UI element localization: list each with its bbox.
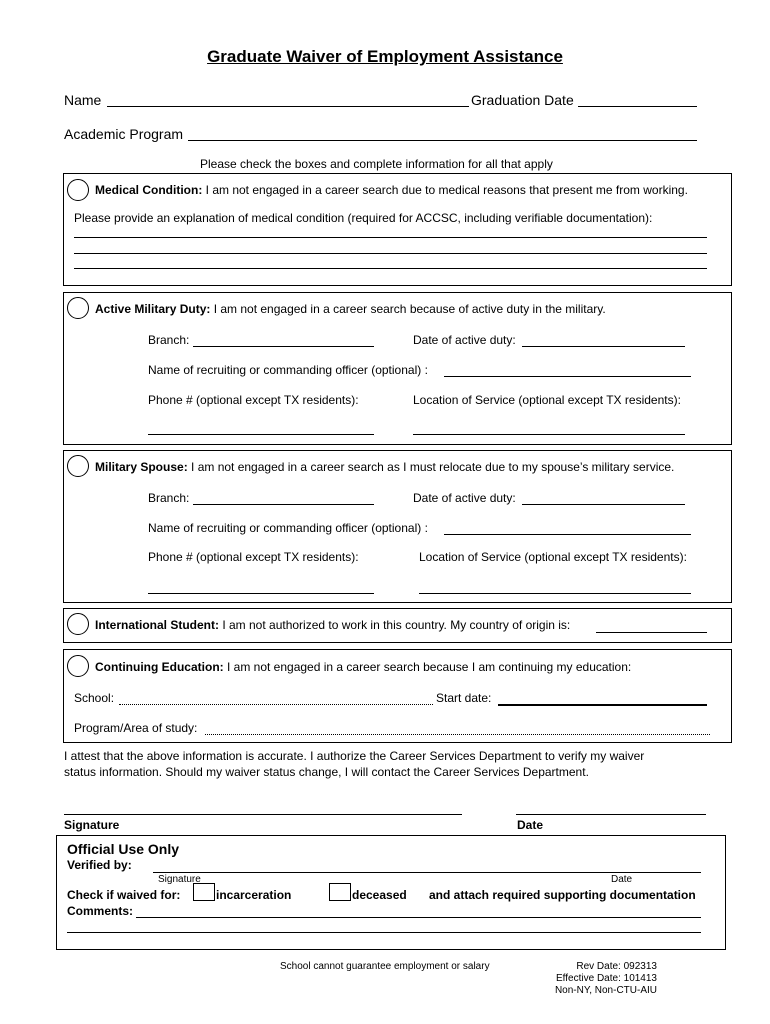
incarceration-checkbox[interactable] <box>193 883 215 901</box>
spouse-location-label: Location of Service (optional except TX residents): <box>419 550 687 564</box>
military-checkbox[interactable] <box>67 297 89 319</box>
military-location-field[interactable] <box>413 434 685 435</box>
military-statement: Active Military Duty: I am not engaged in a career search because of active duty in the military. <box>95 302 606 316</box>
spouse-date-label: Date of active duty: <box>413 491 516 505</box>
military-date-label: Date of active duty: <box>413 333 516 347</box>
military-phone-label: Phone # (optional except TX residents): <box>148 393 359 407</box>
military-officer-field[interactable] <box>444 376 691 377</box>
official-heading: Official Use Only <box>67 841 180 857</box>
verified-by-field[interactable] <box>153 872 701 873</box>
official-signature-label: Signature <box>158 874 201 885</box>
comments-field-1[interactable] <box>136 917 701 918</box>
country-of-origin-field[interactable] <box>596 632 707 633</box>
military-location-label: Location of Service (optional except TX residents): <box>413 393 681 407</box>
official-date-label: Date <box>611 874 633 885</box>
international-checkbox[interactable] <box>67 613 89 635</box>
spouse-phone-label: Phone # (optional except TX residents): <box>148 550 359 564</box>
medical-explain-label: Please provide an explanation of medical condition (required for ACCSC, including verifiable documentation): <box>74 211 653 225</box>
revision-info <box>500 961 657 997</box>
guarantee-note: School cannot guarantee employment or salary <box>280 961 490 972</box>
deceased-label: deceased <box>352 888 407 902</box>
verified-by-label: Verified by: <box>67 858 132 872</box>
school-field[interactable] <box>119 704 433 705</box>
international-statement: International Student: I am not authorized to work in this country. My country of origin is: <box>95 618 571 632</box>
program-label: Program/Area of study: <box>74 721 198 735</box>
continuing-statement: Continuing Education: I am not engaged in a career search because I am continuing my education: <box>95 660 632 674</box>
spouse-officer-label: Name of recruiting or commanding officer (optional) : <box>148 521 428 535</box>
military-officer-label: Name of recruiting or commanding officer (optional) : <box>148 363 428 377</box>
page-title: Graduate Waiver of Employment Assistance <box>207 47 563 66</box>
military-branch-label: Branch: <box>148 333 190 347</box>
incarceration-label: incarceration <box>216 888 292 902</box>
spouse-date-field[interactable] <box>522 504 685 505</box>
date-field[interactable] <box>516 814 706 815</box>
medical-checkbox[interactable] <box>67 179 89 201</box>
start-date-label: Start date: <box>436 691 492 705</box>
spouse-branch-label: Branch: <box>148 491 190 505</box>
medical-statement: Medical Condition: I am not engaged in a career search due to medical reasons that present me from working. <box>95 183 688 197</box>
spouse-branch-field[interactable] <box>193 504 374 505</box>
spouse-statement: Military Spouse: I am not engaged in a career search as I must relocate due to my spouse’s military service. <box>95 460 675 474</box>
signature-field[interactable] <box>64 814 462 815</box>
medical-explain-line-1[interactable] <box>74 237 707 238</box>
name-label: Name <box>64 92 102 108</box>
attach-docs-label: and attach required supporting documentation <box>429 888 696 902</box>
rev-date: Rev Date: 092313 <box>576 961 657 972</box>
check-waived-label: Check if waived for: <box>67 888 181 902</box>
instructions: Please check the boxes and complete information for all that apply <box>200 157 553 171</box>
graduation-date-field[interactable] <box>578 106 697 107</box>
medical-explain-line-2[interactable] <box>74 253 707 254</box>
military-branch-field[interactable] <box>193 346 374 347</box>
comments-label: Comments: <box>67 904 134 918</box>
signature-label: Signature <box>64 818 120 832</box>
medical-explain-line-3[interactable] <box>74 268 707 269</box>
attest-line-2: status information. Should my waiver status change, I will contact the Career Services Department. <box>64 765 589 779</box>
name-field[interactable] <box>107 106 469 107</box>
comments-field-2[interactable] <box>67 932 701 933</box>
effective-date: Effective Date: 101413 <box>556 973 657 984</box>
spouse-checkbox[interactable] <box>67 455 89 477</box>
military-phone-field[interactable] <box>148 434 374 435</box>
academic-program-label: Academic Program <box>64 126 184 142</box>
deceased-checkbox[interactable] <box>329 883 351 901</box>
spouse-phone-field[interactable] <box>148 593 374 594</box>
academic-program-field[interactable] <box>188 140 697 141</box>
spouse-officer-field[interactable] <box>444 534 691 535</box>
date-label: Date <box>517 818 544 832</box>
attest-line-1: I attest that the above information is accurate. I authorize the Career Services Department to verify my waiver <box>64 749 645 763</box>
start-date-field[interactable] <box>498 704 707 706</box>
school-label: School: <box>74 691 115 705</box>
program-field[interactable] <box>205 734 710 735</box>
graduation-date-label: Graduation Date <box>471 92 574 108</box>
military-date-field[interactable] <box>522 346 685 347</box>
region-note: Non-NY, Non-CTU-AIU <box>554 985 657 996</box>
continuing-checkbox[interactable] <box>67 655 89 677</box>
spouse-location-field[interactable] <box>419 593 691 594</box>
